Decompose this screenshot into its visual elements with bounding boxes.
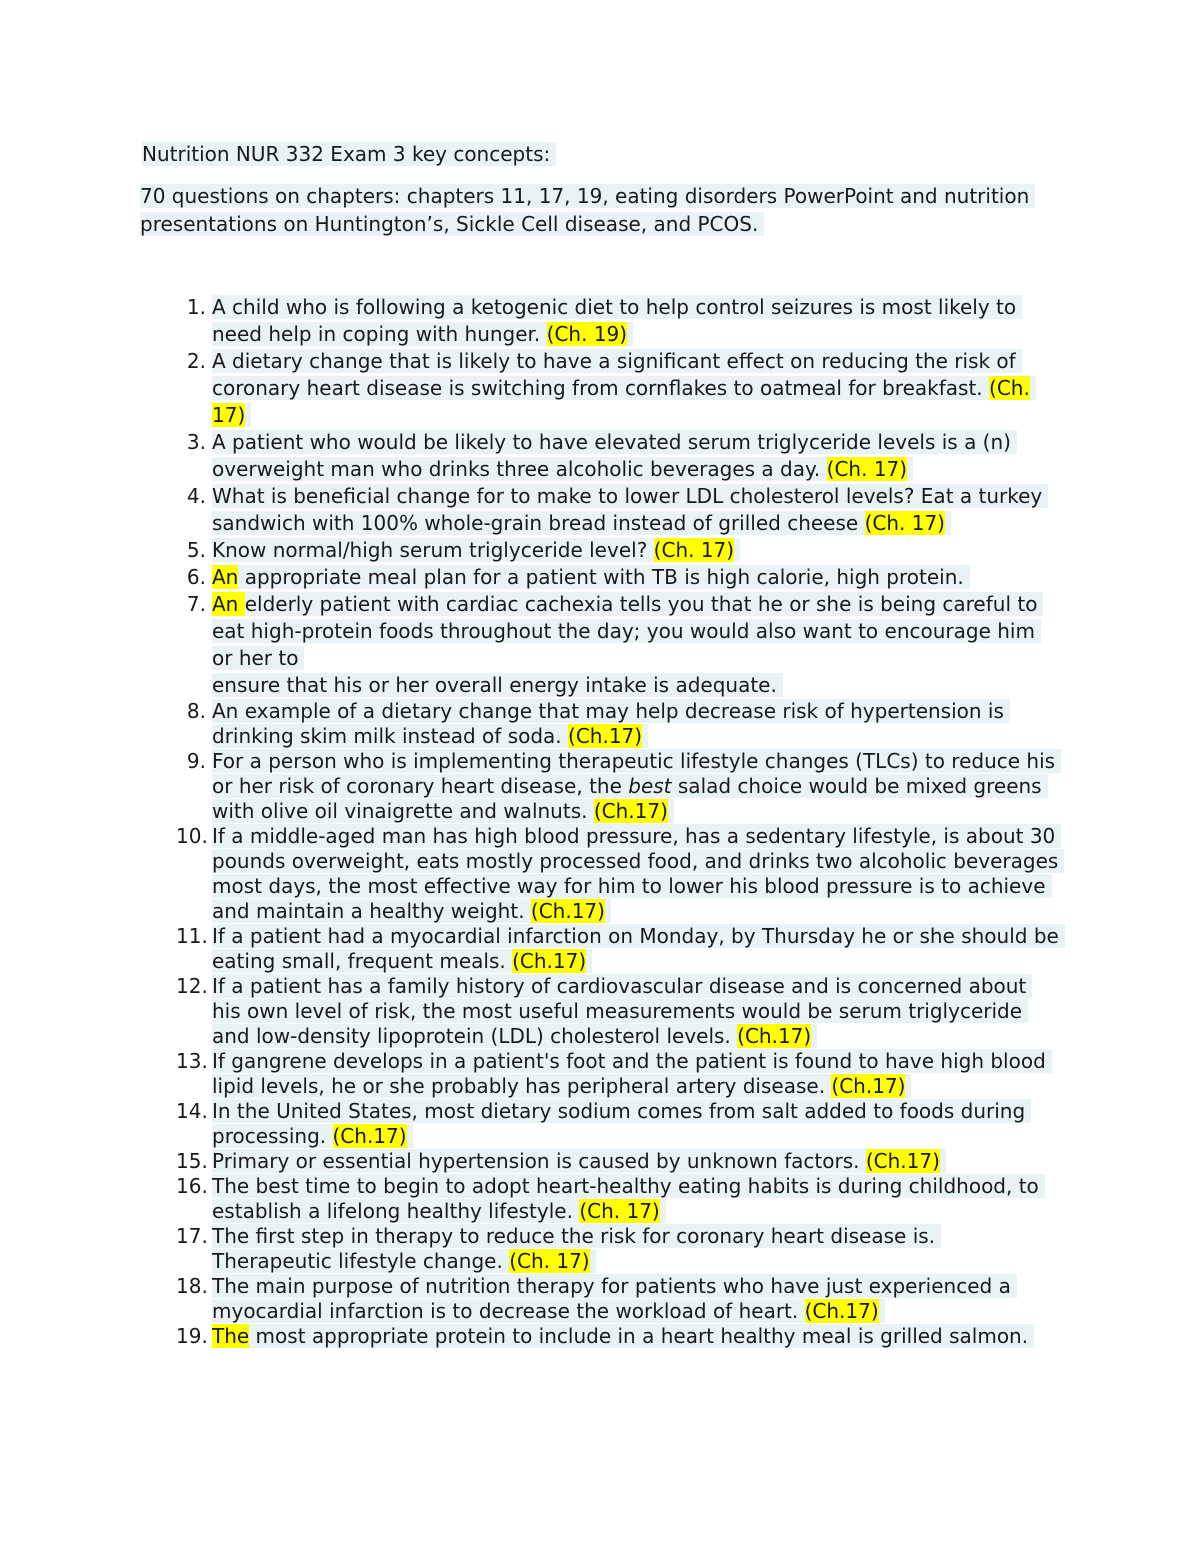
chapter-tag: (Ch. 17) — [579, 1199, 660, 1223]
chapter-tag: (Ch. 17) — [212, 376, 1030, 427]
item-text: In the United States, most dietary sodium comes from salt added to foods during processing. (Ch.17) — [212, 1099, 1031, 1148]
item-text: If a patient has a family history of cardiovascular disease and is concerned about his own level of risk, the most useful measurements would be serum triglyceride and low-density lipoprotein (LDL) cholesterol levels. (Ch.17) — [212, 974, 1032, 1048]
title-text: Nutrition NUR 332 Exam 3 key concepts: — [142, 142, 556, 166]
list-item — [140, 1049, 1060, 1099]
highlighted-word: An — [212, 592, 245, 616]
list-item — [140, 429, 1060, 483]
chapter-tag: (Ch.17) — [737, 1024, 812, 1048]
item-text: The main purpose of nutrition therapy for patients who have just experienced a myocardial infarction is to decrease the workload of heart. (Ch.17) — [212, 1274, 1017, 1323]
item-number: 18. — [176, 1274, 208, 1298]
item-number: 2. — [186, 349, 206, 373]
chapter-tag: (Ch.17) — [332, 1124, 407, 1148]
item-text: appropriate meal plan for a patient with TB is high calorie, high protein. — [238, 565, 969, 589]
item-text: Primary or essential hypertension is caused by unknown factors. (Ch.17) — [212, 1149, 946, 1173]
highlighted-word: The — [212, 1324, 250, 1348]
item-text-continued: ensure that his or her overall energy intake is adequate. — [212, 673, 783, 697]
chapter-tag: (Ch.17) — [593, 799, 668, 823]
highlighted-word: An — [212, 565, 239, 589]
item-text: An example of a dietary change that may help decrease risk of hypertension is drinking skim milk instead of soda. (Ch.17) — [212, 699, 1010, 748]
item-text: A child who is following a ketogenic diet to help control seizures is most likely to need help in coping with hunger. (Ch. 19) — [212, 295, 1022, 346]
concept-list — [140, 294, 1060, 1349]
chapter-tag: (Ch. 17) — [509, 1249, 590, 1273]
item-number: 17. — [176, 1224, 208, 1248]
item-number: 9. — [186, 749, 206, 773]
list-item — [140, 924, 1060, 974]
list-item — [140, 1174, 1060, 1224]
chapter-tag: (Ch.17) — [512, 949, 587, 973]
chapter-tag: (Ch.17) — [831, 1074, 906, 1098]
list-item — [140, 1224, 1060, 1274]
emphasis-word: best — [628, 774, 672, 798]
list-item — [140, 1274, 1060, 1324]
item-number: 8. — [186, 699, 206, 723]
chapter-tag: (Ch.17) — [804, 1299, 879, 1323]
item-number: 3. — [186, 430, 206, 454]
item-text: most appropriate protein to include in a heart healthy meal is grilled salmon. — [249, 1324, 1034, 1348]
item-text: Know normal/high serum triglyceride level? (Ch. 17) — [212, 538, 740, 562]
item-number: 15. — [176, 1149, 208, 1173]
item-number: 10. — [176, 824, 208, 848]
item-number: 5. — [186, 538, 206, 562]
item-number: 14. — [176, 1099, 208, 1123]
item-text: A patient who would be likely to have elevated serum triglyceride levels is a (n) overweight man who drinks three alcoholic beverages a day. (Ch. 17) — [212, 430, 1017, 481]
list-item — [140, 749, 1060, 824]
item-number: 4. — [186, 484, 206, 508]
chapter-tag: (Ch. 17) — [826, 457, 908, 481]
chapter-tag: (Ch. 17) — [653, 538, 735, 562]
item-number: 7. — [186, 592, 206, 616]
chapter-tag: (Ch.17) — [530, 899, 605, 923]
list-item — [140, 564, 1060, 591]
item-text: The first step in therapy to reduce the risk for coronary heart disease is. Therapeutic lifestyle change. (Ch. 17) — [212, 1224, 941, 1273]
item-number: 13. — [176, 1049, 208, 1073]
item-text: The best time to begin to adopt heart-healthy eating habits is during childhood, to establish a lifelong healthy lifestyle. (Ch. 17) — [212, 1174, 1045, 1223]
chapter-tag: (Ch.17) — [865, 1149, 940, 1173]
list-item — [140, 348, 1060, 429]
document-title — [142, 140, 556, 168]
item-number: 12. — [176, 974, 208, 998]
item-text: If a patient had a myocardial infarction on Monday, by Thursday he or she should be eating small, frequent meals. (Ch.17) — [212, 924, 1065, 973]
chapter-tag: (Ch. 17) — [864, 511, 945, 535]
item-number: 19. — [176, 1324, 208, 1348]
item-number: 16. — [176, 1174, 208, 1198]
list-item — [140, 537, 1060, 564]
list-item — [140, 483, 1060, 537]
intro-text: 70 questions on chapters: chapters 11, 17, 19, eating disorders PowerPoint and nutrition presentations on Huntington’s, Sickle Cell disease, and PCOS. — [140, 184, 1035, 236]
item-number: 11. — [176, 924, 208, 948]
list-item — [140, 591, 1060, 699]
item-text: If gangrene develops in a patient's foot and the patient is found to have high blood lipid levels, he or she probably has peripheral artery disease. (Ch.17) — [212, 1049, 1052, 1098]
list-item — [140, 1149, 1060, 1174]
item-text: What is beneficial change for to make to lower LDL cholesterol levels? Eat a turkey sandwich with 100% whole-grain bread instead of grilled cheese (Ch. 17) — [212, 484, 1048, 535]
list-item — [140, 1324, 1060, 1349]
item-text: A dietary change that is likely to have a significant effect on reducing the risk of coronary heart disease is switching from cornflakes to oatmeal for breakfast. (Ch. 17) — [212, 349, 1036, 427]
list-item — [140, 1099, 1060, 1149]
chapter-tag: (Ch.17) — [568, 724, 643, 748]
item-text: If a middle-aged man has high blood pressure, has a sedentary lifestyle, is about 30 pounds overweight, eats mostly processed food, and drinks two alcoholic beverages most days, the most effective way for him to lower his blood pressure is to achieve and maintain a healthy weight. (Ch.17) — [212, 824, 1064, 923]
intro-paragraph — [140, 182, 1060, 238]
list-item — [140, 699, 1060, 749]
list-item — [140, 824, 1060, 924]
list-item — [140, 294, 1060, 348]
item-number: 1. — [186, 295, 206, 319]
item-number: 6. — [186, 565, 206, 589]
item-text: For a person who is implementing therapeutic lifestyle changes (TLCs) to reduce his or her risk of coronary heart disease, the best salad choice would be mixed greens with olive oil vinaigrette and walnuts. (Ch.17) — [212, 749, 1061, 823]
item-text: elderly patient with cardiac cachexia tells you that he or she is being careful to eat high-protein foods throughout the day; you would also want to encourage him or her to — [212, 592, 1043, 670]
chapter-tag: (Ch. 19) — [546, 322, 628, 346]
list-item — [140, 974, 1060, 1049]
